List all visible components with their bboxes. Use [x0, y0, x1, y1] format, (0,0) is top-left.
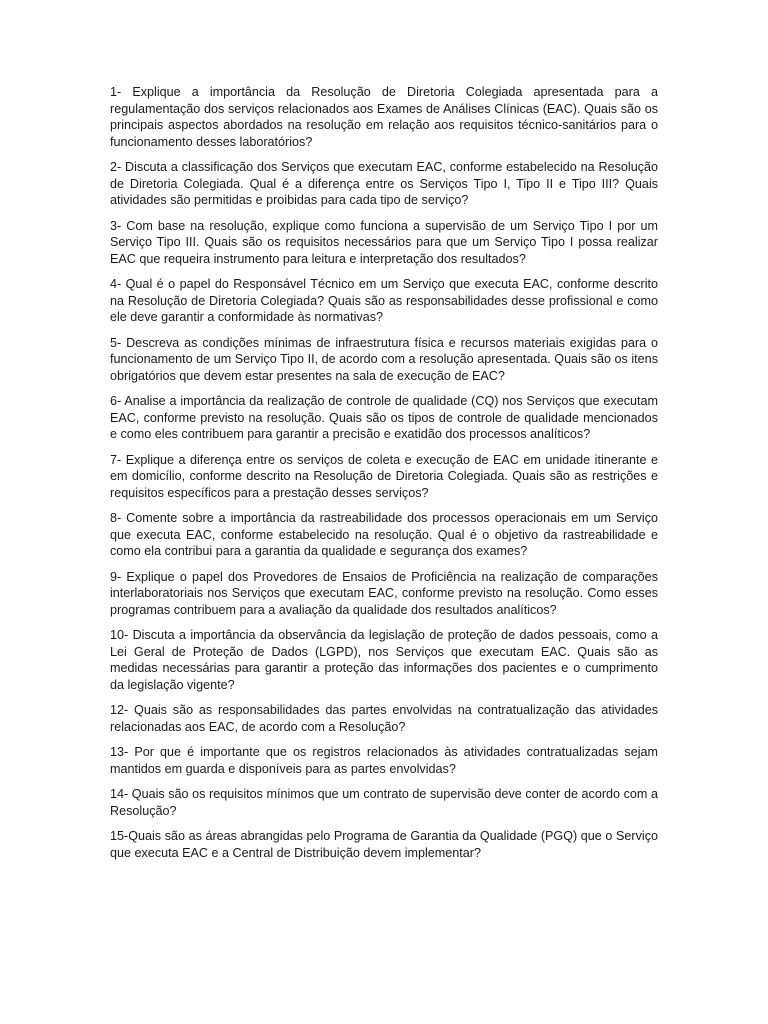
question-7: 7- Explique a diferença entre os serviços de coleta e execução de EAC em unidade itinerante e em domicílio, conforme descrito na Resolução de Diretoria Colegiada. Quais são as restrições e requisitos específicos para a prestação desses serviços?: [110, 452, 658, 500]
question-6: 6- Analise a importância da realização de controle de qualidade (CQ) nos Serviços que executam EAC, conforme previsto na resolução. Quais são os tipos de controle de qualidade mencionados e como eles contribuem para garantir a precisão e exatidão dos processos analíticos?: [110, 394, 658, 441]
question-12: 12- Quais são as responsabilidades das partes envolvidas na contratualização das atividades relacionadas aos EAC, de acordo com a Resolução?: [110, 703, 658, 734]
question-5: 5- Descreva as condições mínimas de infraestrutura física e recursos materiais exigidas para o funcionamento de um Serviço Tipo II, de acordo com a resolução apresentada. Quais são os itens obrigatórios que devem estar presentes na sala de execução de EAC?: [110, 335, 658, 383]
question-10: 10- Discuta a importância da observância da legislação de proteção de dados pessoais, como a Lei Geral de Proteção de Dados (LGPD), nos Serviços que executam EAC. Quais são as medidas necessárias para garantir a proteção das informações dos pacientes e o cumprimento da legislação vigente?: [110, 628, 658, 692]
question-14: 14- Quais são os requisitos mínimos que um contrato de supervisão deve conter de acordo com a Resolução?: [110, 787, 658, 818]
question-1: 1- Explique a importância da Resolução de Diretoria Colegiada apresentada para a regulamentação dos serviços relacionados aos Exames de Análises Clínicas (EAC). Quais são os principais aspectos abordados na resolução em relação aos requisitos técnico-sanitários para o funcionamento desses laboratórios?: [110, 85, 658, 149]
document-page: [110, 84, 658, 870]
question-4: 4- Qual é o papel do Responsável Técnico em um Serviço que executa EAC, conforme descrito na Resolução de Diretoria Colegiada? Quais são as responsabilidades desse profissional e como ele deve garantir a conformidade às normativas?: [110, 277, 658, 324]
question-3: 3- Com base na resolução, explique como funciona a supervisão de um Serviço Tipo I por um Serviço Tipo III. Quais são os requisitos necessários para que um Serviço Tipo I possa realizar EAC que requeira instrumento para leitura e interpretação dos resultados?: [110, 218, 658, 266]
question-15: 15-Quais são as áreas abrangidas pelo Programa de Garantia da Qualidade (PGQ) que o Serviço que executa EAC e a Central de Distribuição devem implementar?: [110, 829, 658, 860]
question-2: 2- Discuta a classificação dos Serviços que executam EAC, conforme estabelecido na Resolução de Diretoria Colegiada. Qual é a diferença entre os Serviços Tipo I, Tipo II e Tipo III? Quais atividades são permitidas e proibidas para cada tipo de serviço?: [110, 160, 658, 207]
question-8: 8- Comente sobre a importância da rastreabilidade dos processos operacionais em um Serviço que executa EAC, conforme estabelecido na resolução. Qual é o objetivo da rastreabilidade e como ela contribui para a garantia da qualidade e segurança dos exames?: [110, 511, 658, 558]
question-13: 13- Por que é importante que os registros relacionados às atividades contratualizadas sejam mantidos em guarda e disponíveis para as partes envolvidas?: [110, 745, 658, 776]
question-9: 9- Explique o papel dos Provedores de Ensaios de Proficiência na realização de comparações interlaboratoriais nos Serviços que executam EAC, conforme previsto na resolução. Como esses programas contribuem para a avaliação da qualidade dos resultados analíticos?: [110, 569, 658, 617]
